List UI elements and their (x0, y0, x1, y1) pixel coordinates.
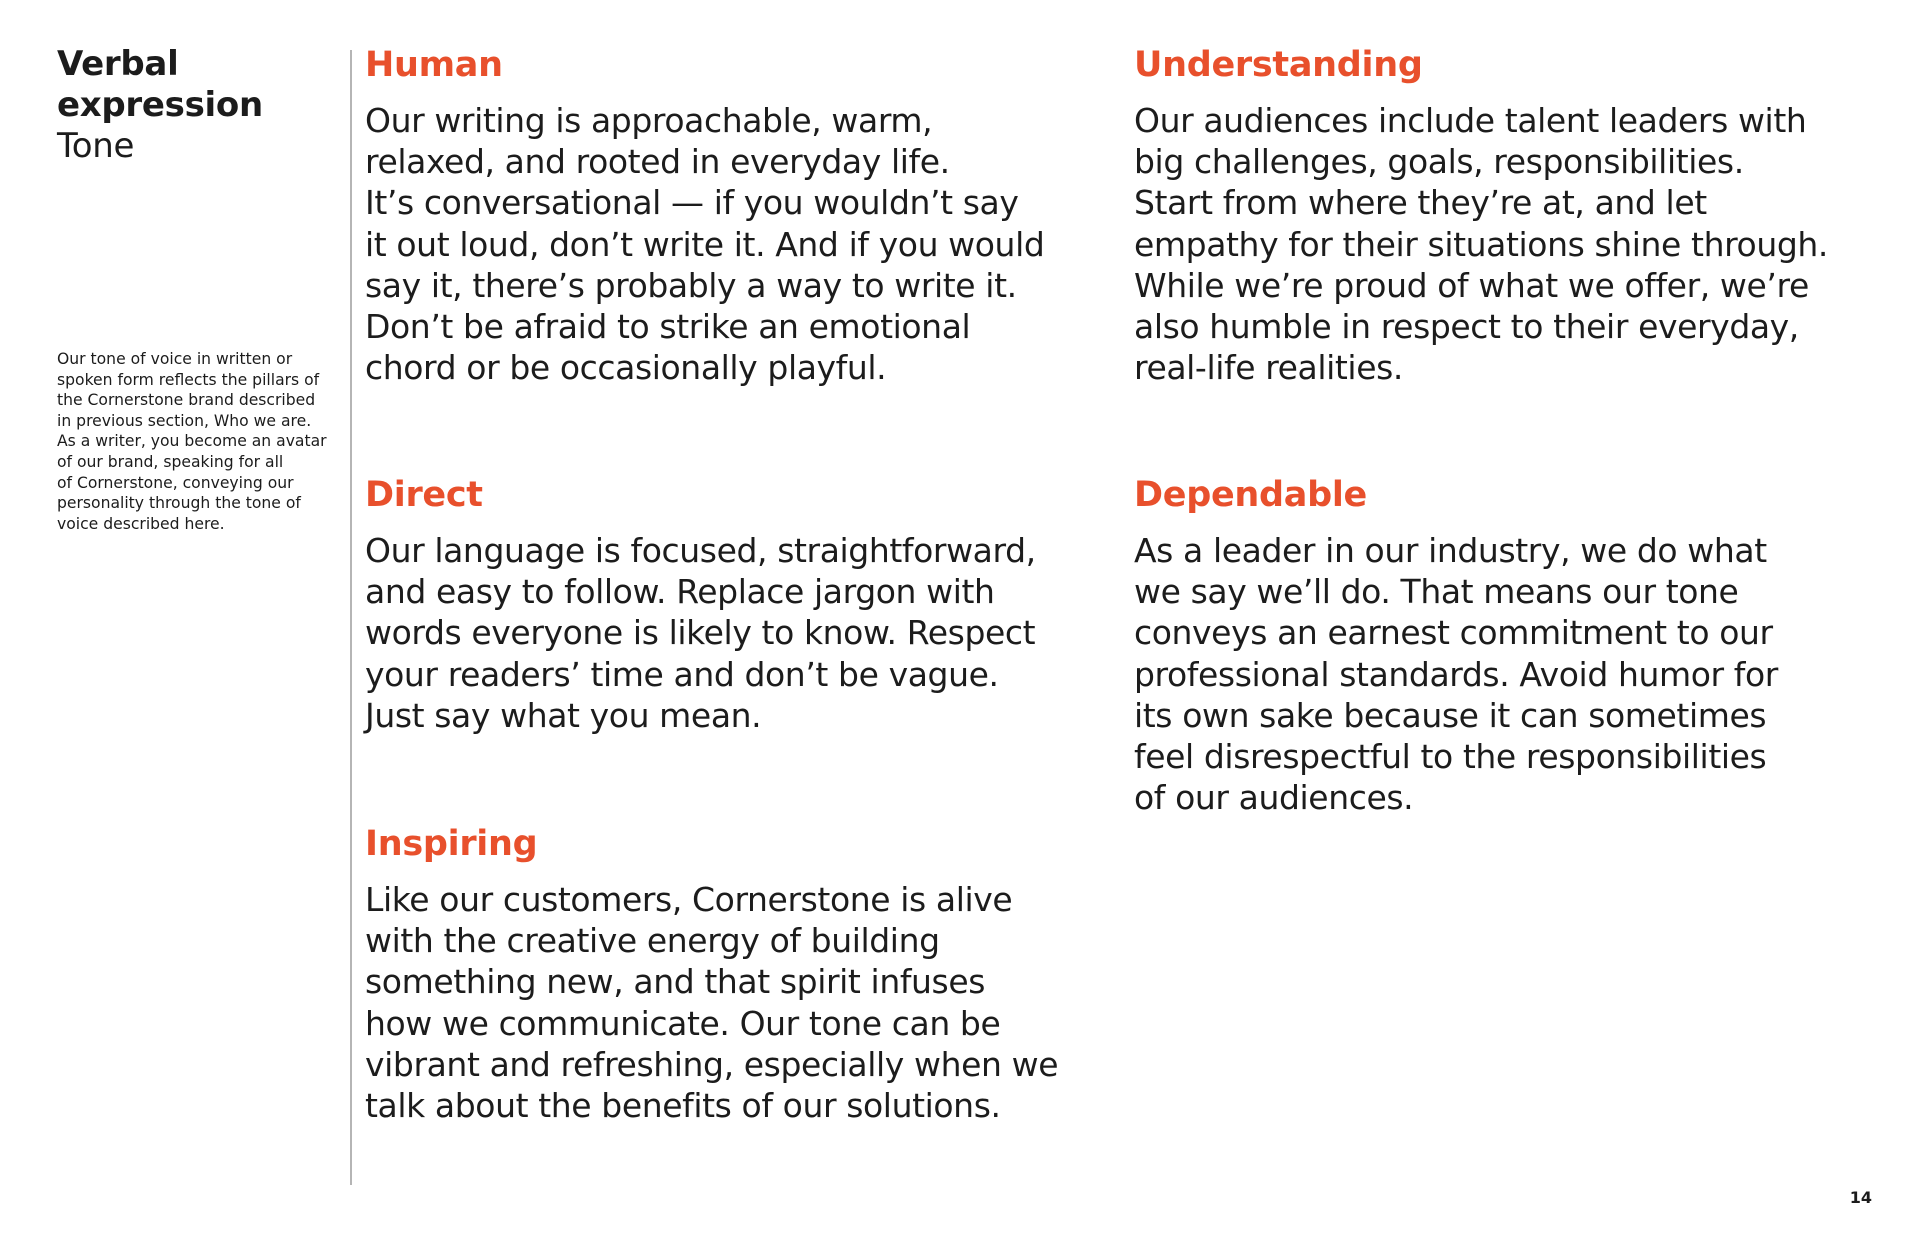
section-direct (365, 473, 1095, 736)
sidebar (57, 44, 337, 167)
section-body: Our audiences include talent leaders with big challenges, goals, responsibilities. Start from where they’re at, and let empathy for their situations shine through. While we’re proud of what we offer, we’re also humble in respect to their everyday, real-life realities. (1134, 101, 1829, 388)
section-body: As a leader in our industry, we do what we say we’ll do. That means our tone conveys an earnest commitment to our professional standards. Avoid humor for its own sake because it can sometimes feel disrespectful to the responsibilities of our audiences. (1134, 531, 1778, 818)
page-number: 14 (1849, 1188, 1872, 1207)
section-human (365, 43, 1095, 388)
page-title: Verbal expression (57, 44, 263, 125)
section-body: Our language is focused, straightforward, and easy to follow. Replace jargon with words everyone is likely to know. Respect your readers’ time and don’t be vague. Just say what you mean. (365, 531, 1036, 735)
sidebar-description: Our tone of voice in written or spoken form reflects the pillars of the Cornerstone brand described in previous section, Who we are. As a writer, you become an avatar of our brand, speaking for all of Cornerstone, conveying our personality through the tone of voice described here. (57, 350, 327, 533)
section-heading: Human (365, 45, 503, 85)
section-body: Our writing is approachable, warm, relaxed, and rooted in everyday life. It’s conversational — if you wouldn’t say it out loud, don’t write it. And if you would say it, there’s probably a way to write it. Don’t be afraid to strike an emotional chord or be occasionally playful. (365, 101, 1045, 388)
section-heading: Inspiring (365, 824, 538, 864)
section-understanding (1134, 43, 1894, 388)
section-heading: Direct (365, 475, 483, 515)
section-body: Like our customers, Cornerstone is alive with the creative energy of building something new, and that spirit infuses how we communicate. Our tone can be vibrant and refreshing, especially when we talk about the benefits of our solutions. (365, 880, 1059, 1126)
section-inspiring (365, 822, 1095, 1126)
section-heading: Understanding (1134, 45, 1423, 85)
page-subtitle: Tone (57, 126, 135, 166)
vertical-divider (350, 50, 352, 1185)
section-heading: Dependable (1134, 475, 1367, 515)
section-dependable (1134, 473, 1894, 818)
